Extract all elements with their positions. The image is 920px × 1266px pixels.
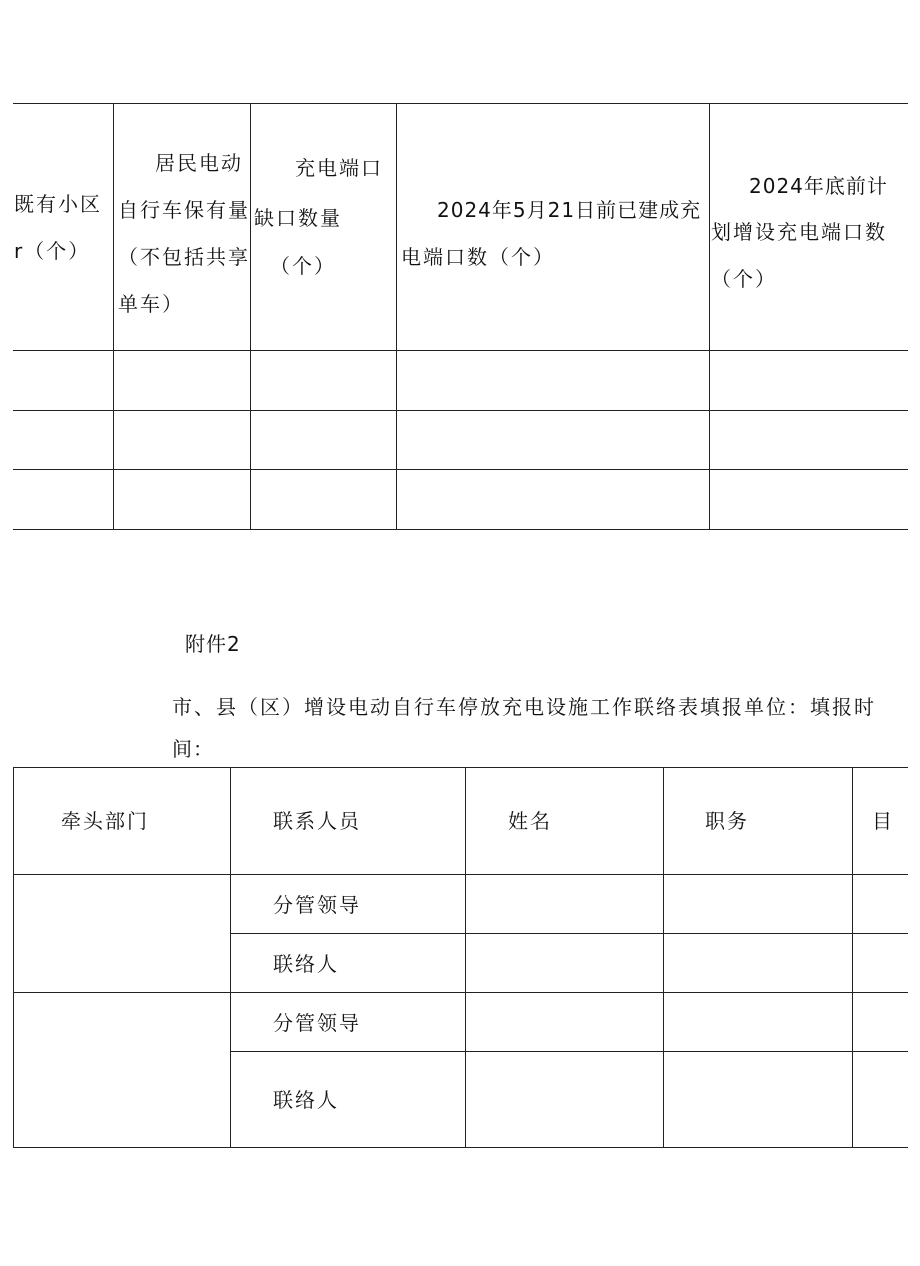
table-2-row-divider xyxy=(230,933,908,934)
header-port-gap: 充电端口 xyxy=(295,156,383,180)
header-existing-community-unit: r（个） xyxy=(14,239,91,263)
table-1-col-divider xyxy=(250,103,251,529)
table-1-row-divider xyxy=(13,350,908,351)
form-title-continued: 间： xyxy=(172,737,214,761)
header-position: 职务 xyxy=(705,809,749,833)
table-2-col-divider xyxy=(663,767,664,1147)
table-2-bottom-border xyxy=(13,1147,908,1148)
table-1-col-divider xyxy=(396,103,397,529)
header-port-gap-2: 缺口数量 xyxy=(254,206,342,230)
attachment-label: 附件2 xyxy=(185,632,241,656)
header-truncated: 目 xyxy=(872,809,894,833)
table-2-top-border xyxy=(13,767,908,768)
header-lead-department: 牵头部门 xyxy=(61,809,149,833)
table-1-row-divider xyxy=(13,469,908,470)
table-1-row-divider xyxy=(13,410,908,411)
row-label-liaison: 联络人 xyxy=(273,1088,339,1112)
table-2-row-divider xyxy=(230,1051,908,1052)
header-ebike-count-3: （不包括共享 xyxy=(118,245,250,269)
header-contact-person: 联系人员 xyxy=(273,809,361,833)
table-1-top-border xyxy=(13,103,908,104)
table-2-col-divider xyxy=(852,767,853,1147)
table-2-left-border xyxy=(13,767,14,1147)
header-built-ports: 2024年5月21日前已建成充 xyxy=(437,198,702,222)
row-label-leader: 分管领导 xyxy=(273,893,361,917)
header-planned-ports-3: （个） xyxy=(711,267,777,291)
table-1-col-divider xyxy=(113,103,114,529)
header-ebike-count-2: 自行车保有量 xyxy=(118,198,250,222)
header-built-ports-2: 电端口数（个） xyxy=(401,245,555,269)
header-ebike-count-4: 单车） xyxy=(118,292,184,316)
header-planned-ports: 2024年底前计 xyxy=(749,174,888,198)
header-ebike-count: 居民电动 xyxy=(155,151,243,175)
form-title: 市、县（区）增设电动自行车停放充电设施工作联络表填报单位：填报时 xyxy=(172,695,876,719)
header-planned-ports-2: 划增设充电端口数 xyxy=(711,220,887,244)
header-name: 姓名 xyxy=(508,809,552,833)
table-1-bottom-border xyxy=(13,529,908,530)
table-2-group-divider xyxy=(13,992,908,993)
header-existing-community: 既有小区 xyxy=(14,192,102,216)
header-port-gap-3: （个） xyxy=(270,254,336,278)
table-2-header-divider xyxy=(13,874,908,875)
table-1-col-divider xyxy=(709,103,710,529)
table-2-col-divider xyxy=(465,767,466,1147)
row-label-leader: 分管领导 xyxy=(273,1011,361,1035)
table-2-col-divider xyxy=(230,767,231,1147)
row-label-liaison: 联络人 xyxy=(273,952,339,976)
